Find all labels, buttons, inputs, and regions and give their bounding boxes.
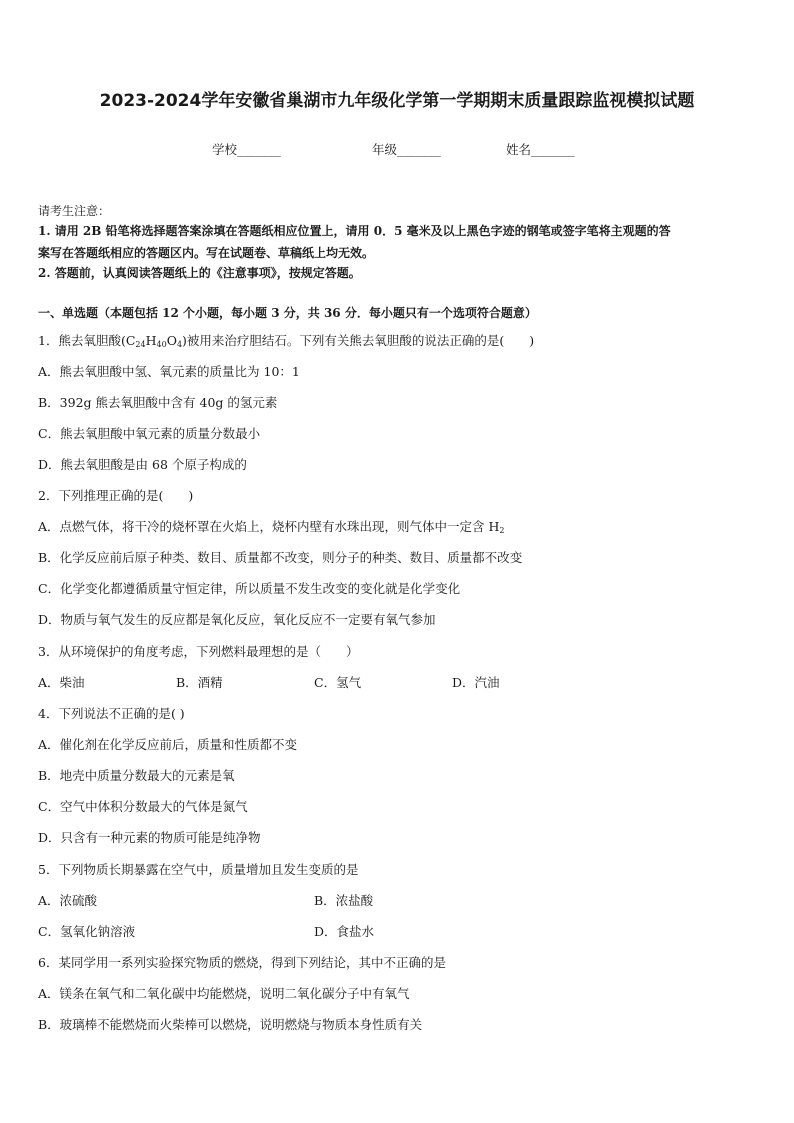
question-2-stem: 2．下列推理正确的是( ) bbox=[38, 488, 194, 503]
question-1-option-b[interactable]: B．392g 熊去氧胆酸中含有 40g 的氢元素 bbox=[38, 395, 278, 410]
grade-field[interactable]: 年级_______ bbox=[372, 142, 441, 157]
question-4-stem: 4．下列说法不正确的是( ) bbox=[38, 706, 185, 721]
page-title: 2023-2024学年安徽省巢湖市九年级化学第一学期期末质量跟踪监视模拟试题 bbox=[99, 91, 695, 111]
question-2-option-c[interactable]: C．化学变化都遵循质量守恒定律，所以质量不发生改变的变化就是化学变化 bbox=[38, 581, 461, 596]
question-1-option-c[interactable]: C．熊去氧胆酸中氧元素的质量分数最小 bbox=[38, 426, 261, 441]
question-5-option-d[interactable]: D．食盐水 bbox=[314, 924, 375, 939]
question-4-option-d[interactable]: D．只含有一种元素的物质可能是纯净物 bbox=[38, 830, 261, 845]
question-6-stem: 6．某同学用一系列实验探究物质的燃烧，得到下列结论，其中不正确的是 bbox=[38, 955, 446, 970]
question-4-option-c[interactable]: C．空气中体积分数最大的气体是氮气 bbox=[38, 799, 248, 814]
question-3-option-b[interactable]: B．酒精 bbox=[176, 675, 223, 690]
question-1-option-a[interactable]: A．熊去氧胆酸中氢、氧元素的质量比为 10：1 bbox=[38, 364, 300, 379]
question-5-stem: 5．下列物质长期暴露在空气中，质量增加且发生变质的是 bbox=[38, 862, 359, 877]
question-4-option-a[interactable]: A．催化剂在化学反应前后，质量和性质都不变 bbox=[38, 737, 298, 752]
question-3-option-c[interactable]: C．氢气 bbox=[314, 675, 362, 690]
question-2-option-b[interactable]: B．化学反应前后原子种类、数目、质量都不改变，则分子的种类、数目、质量都不改变 bbox=[38, 550, 523, 565]
notice-item-1b: 案写在答题纸相应的答题区内。写在试题卷、草稿纸上均无效。 bbox=[38, 246, 375, 260]
question-1-stem: 1．熊去氧胆酸$(C_{24}H_{40}O_4)$被用来治疗胆结石。下列有关熊去氧胆酸的说法正确的是( ) bbox=[38, 333, 535, 349]
question-1-option-d[interactable]: D．熊去氧胆酸是由 68 个原子构成的 bbox=[38, 457, 247, 472]
question-3-option-d[interactable]: D．汽油 bbox=[452, 675, 500, 690]
school-field[interactable]: 学校_______ bbox=[212, 142, 281, 157]
question-5-option-a[interactable]: A．浓硫酸 bbox=[38, 893, 98, 908]
section-heading: 一、单选题（本题包括 12 个小题，每小题 3 分，共 36 分．每小题只有一个选项符合题意） bbox=[38, 306, 537, 320]
question-3-option-a[interactable]: A．柴油 bbox=[38, 675, 85, 690]
question-6-option-b[interactable]: B．玻璃棒不能燃烧而火柴棒可以燃烧，说明燃烧与物质本身性质有关 bbox=[38, 1017, 423, 1032]
question-2-option-d[interactable]: D．物质与氧气发生的反应都是氧化反应，氧化反应不一定要有氧气参加 bbox=[38, 612, 436, 627]
question-5-option-c[interactable]: C．氢氧化钠溶液 bbox=[38, 924, 136, 939]
question-2-option-a[interactable]: A．点燃气体，将干冷的烧杯罩在火焰上，烧杯内壁有水珠出现，则气体中一定含 $H_2$ bbox=[38, 519, 505, 535]
question-6-option-a[interactable]: A．镁条在氧气和二氧化碳中均能燃烧，说明二氧化碳分子中有氧气 bbox=[38, 986, 410, 1001]
notice-heading: 请考生注意： bbox=[38, 204, 111, 218]
question-5-option-b[interactable]: B．浓盐酸 bbox=[314, 893, 374, 908]
question-3-stem: 3．从环境保护的角度考虑，下列燃料最理想的是（ ） bbox=[38, 644, 359, 659]
name-field[interactable]: 姓名_______ bbox=[506, 142, 575, 157]
question-4-option-b[interactable]: B．地壳中质量分数最大的元素是氧 bbox=[38, 768, 235, 783]
notice-item-2: 2. 答题前，认真阅读答题纸上的《注意事项》，按规定答题。 bbox=[38, 266, 361, 280]
notice-item-1a: 1. 请用 2B 铅笔将选择题答案涂填在答题纸相应位置上，请用 0．5 毫米及以上黑色字迹的钢笔或签字笔将主观题的答 bbox=[38, 224, 671, 238]
